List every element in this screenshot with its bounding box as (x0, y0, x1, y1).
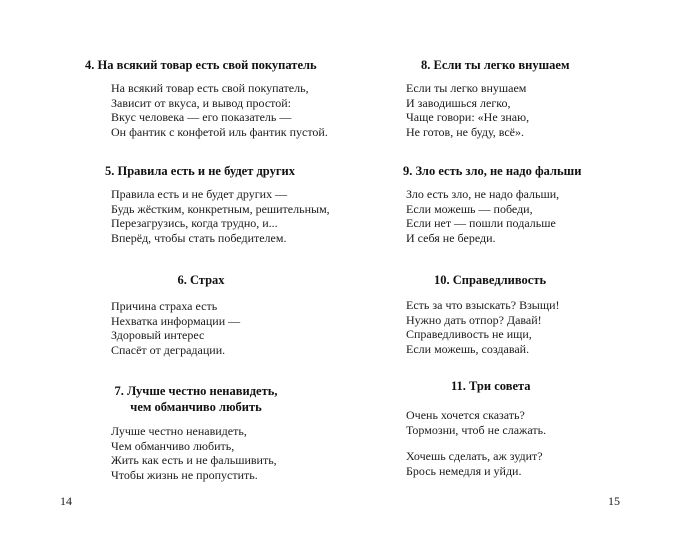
poem-9 (403, 163, 581, 245)
poem-line: И заводишься легко, (406, 95, 511, 110)
poem-7 (111, 383, 311, 482)
poem-line: Если можешь, создавай. (406, 341, 530, 356)
poem-10 (406, 272, 606, 356)
poem-line: Хочешь сделать, аж зудит? (406, 449, 543, 463)
right-page (336, 0, 673, 540)
poem-line: Нехватка информации — (111, 313, 241, 328)
poem-line: Зло есть зло, не надо фальши, (406, 187, 560, 201)
poem-line: Чтобы жизнь не пропустить. (111, 467, 258, 482)
poem-line: Он фантик с конфетой иль фантик пустой. (111, 124, 328, 139)
poem-title: 8. Если ты легко внушаем (421, 58, 570, 72)
poem-line: Будь жёстким, конкретным, решительным, (111, 201, 330, 216)
poem-line: Вперёд, чтобы стать победителем. (111, 230, 287, 245)
poem-line: Если нет — пошли подальше (406, 216, 556, 230)
poem-11 (406, 378, 606, 478)
poem-line: Зависит от вкуса, и вывод простой: (111, 95, 292, 110)
poem-line: Нужно дать отпор? Давай! (406, 312, 542, 327)
left-page (0, 0, 336, 540)
poem-line: Чаще говори: «Не знаю, (406, 110, 530, 124)
poem-line: Лучше честно ненавидеть, (111, 424, 247, 438)
poem-title: 10. Справедливость (434, 273, 547, 287)
poem-title-line1: 7. Лучше честно ненавидеть, (114, 384, 278, 398)
poem-line: Чем обманчиво любить, (111, 438, 235, 453)
poem-line: Очень хочется сказать? (406, 408, 525, 422)
poem-body (111, 81, 328, 139)
poem-line: Здоровый интерес (111, 328, 205, 342)
poem-5 (105, 163, 330, 245)
poem-body (111, 424, 311, 482)
poem-6 (111, 272, 271, 357)
poem-line: Брось немедля и уйди. (406, 463, 522, 478)
poem-line: Если можешь — победи, (406, 201, 533, 216)
poem-body (406, 81, 569, 139)
poem-line: Спасёт от деградации. (111, 342, 226, 357)
poem-line: Если ты легко внушаем (406, 81, 527, 95)
poem-body (111, 299, 271, 357)
poem-title: 9. Зло есть зло, не надо фальши (403, 164, 582, 178)
poem-title: 5. Правила есть и не будет других (105, 164, 295, 178)
page-number: 15 (608, 494, 620, 508)
poem-line: Жить как есть и не фальшивить, (111, 453, 277, 467)
poem-line: На всякий товар есть свой покупатель, (111, 81, 309, 95)
poem-line: Справедливость не ищи, (406, 327, 532, 341)
poem-line: Причина страха есть (111, 299, 218, 313)
poem-body (406, 298, 606, 356)
poem-body (406, 408, 606, 478)
poem-line: Не готов, не буду, всё». (406, 124, 525, 139)
poem-line: Есть за что взыскать? Взыщи! (406, 298, 560, 312)
poem-title: 4. На всякий товар есть свой покупатель (85, 58, 317, 72)
poem-title: 6. Страх (177, 273, 225, 287)
poem-line: Вкус человека — его показатель — (111, 110, 292, 124)
poem-line: И себя не береди. (406, 230, 496, 245)
poem-body (111, 187, 330, 245)
page-number: 14 (60, 494, 72, 508)
stanza-gap (406, 437, 606, 449)
poem-line: Тормозни, чтоб не слажать. (406, 422, 547, 437)
poem-title-line2: чем обманчиво любить (130, 400, 262, 414)
poem-line: Правила есть и не будет других — (111, 187, 288, 201)
poem-line: Перезагрузись, когда трудно, и... (111, 216, 278, 230)
poem-4 (85, 57, 328, 139)
poem-body (406, 187, 581, 245)
poem-8 (406, 57, 570, 139)
poem-title: 11. Три совета (451, 379, 531, 393)
